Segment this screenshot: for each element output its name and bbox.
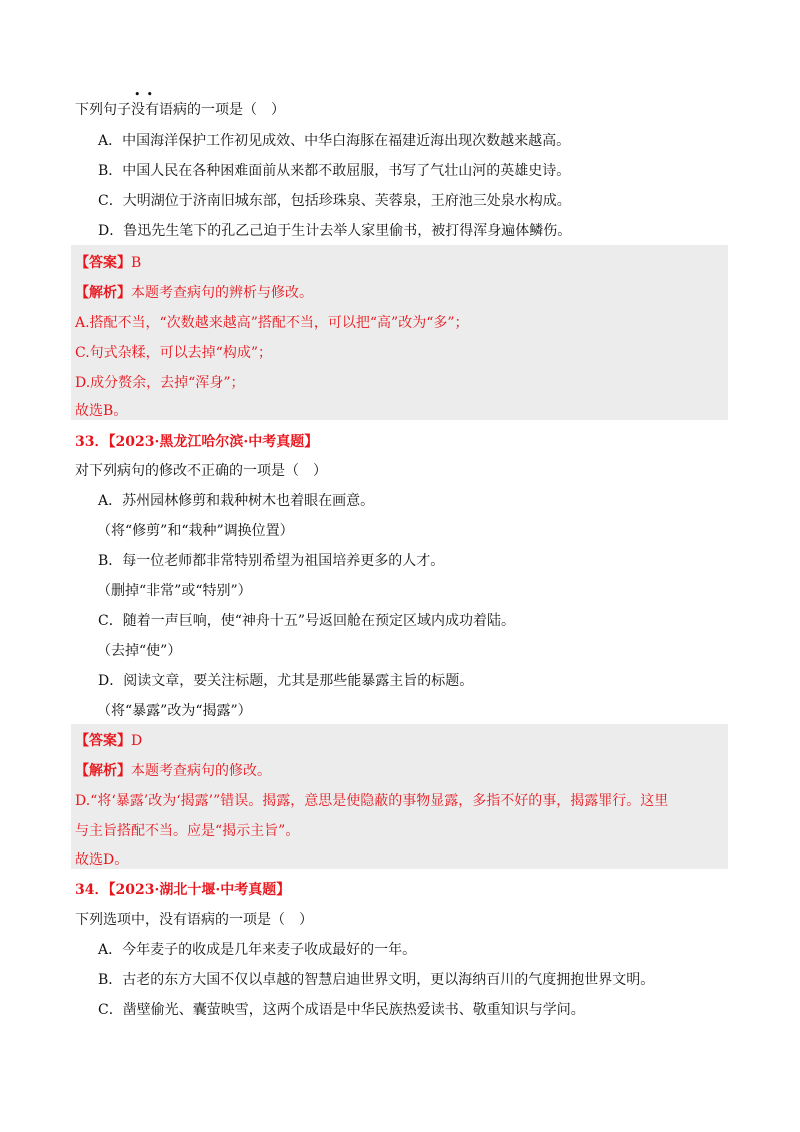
answer-value: B — [131, 255, 142, 271]
q32-explain-d: D.成分赘余，去掉“浑身”； — [75, 375, 245, 391]
q32-analysis — [75, 283, 313, 303]
q32-answer — [75, 253, 141, 273]
q33-option-a: A．苏州园林修剪和栽种树木也着眼在画意。 — [98, 493, 375, 509]
q33-answer — [75, 731, 142, 751]
q34-header: 34．【2023·湖北十堰·中考真题】 — [75, 882, 291, 898]
q32-option-b: B．中国人民在各种困难面前从来都不敢屈服，书写了气壮山河的英雄史诗。 — [98, 163, 571, 179]
q33-option-d: D．阅读文章，要关注标题，尤其是那些能暴露主旨的标题。 — [98, 673, 474, 689]
q32-conclusion: 故选B。 — [75, 403, 128, 419]
q33-option-b-note: （删掉“非常”或“特别”） — [97, 583, 252, 599]
analysis-tag: 【解析】 — [75, 285, 131, 301]
q33-header: 33．【2023·黑龙江哈尔滨·中考真题】 — [75, 434, 319, 450]
q33-option-c: C．随着一声巨响，使“神舟十五”号返回舱在预定区域内成功着陆。 — [98, 613, 516, 629]
q33-option-a-note: （将“修剪”和“栽种”调换位置） — [97, 523, 294, 539]
q32-option-c: C．大明湖位于济南旧城东部，包括珍珠泉、芙蓉泉，王府池三处泉水构成。 — [98, 193, 571, 209]
analysis-text: 本题考查病句的辨析与修改。 — [131, 285, 313, 301]
q34-option-a: A．今年麦子的收成是几年来麦子收成最好的一年。 — [98, 942, 417, 958]
answer-tag: 【答案】 — [75, 255, 131, 271]
q33-conclusion: 故选D。 — [75, 852, 129, 868]
analysis-tag: 【解析】 — [75, 763, 131, 779]
q33-option-c-note: （去掉“使”） — [97, 643, 182, 659]
answer-value: D — [131, 733, 143, 749]
q33-stem: 对下列病句的修改不正确的一项是（ ） — [75, 463, 327, 479]
q33-explain-line1: D.“将‘暴露’改为‘揭露’”错误。揭露，意思是使隐蔽的事物显露，多指不好的事，揭露罪行。这里 — [75, 793, 669, 809]
q34-option-b: B．古老的东方大国不仅以卓越的智慧启迪世界文明，更以海纳百川的气度拥抱世界文明。 — [98, 972, 655, 988]
q32-option-a: A．中国海洋保护工作初见成效、中华白海豚在福建近海出现次数越来越高。 — [98, 133, 571, 149]
q32-stem: 下列句子没有语病的一项是（ ） — [75, 102, 285, 118]
q33-analysis — [75, 761, 271, 781]
q33-option-b: B．每一位老师都非常特别希望为祖国培养更多的人才。 — [98, 553, 445, 569]
analysis-text: 本题考查病句的修改。 — [131, 763, 271, 779]
q32-option-d: D．鲁迅先生笔下的孔乙己迫于生计去举人家里偷书，被打得浑身遍体鳞伤。 — [98, 223, 572, 239]
answer-tag: 【答案】 — [75, 733, 131, 749]
emphasis-dots: •• — [134, 88, 159, 101]
q34-option-c: C．凿壁偷光、囊萤映雪，这两个成语是中华民族热爱读书、敬重知识与学问。 — [98, 1002, 585, 1018]
q33-option-d-note: （将“暴露”改为“揭露”） — [97, 703, 252, 719]
q32-explain-c: C.句式杂糅，可以去掉“构成”； — [75, 345, 272, 361]
q33-explain-line2: 与主旨搭配不当。应是“揭示主旨”。 — [75, 823, 300, 839]
q32-explain-a: A.搭配不当，“次数越来越高”搭配不当，可以把“高”改为“多”； — [75, 315, 469, 331]
q34-stem: 下列选项中，没有语病的一项是（ ） — [75, 912, 313, 928]
